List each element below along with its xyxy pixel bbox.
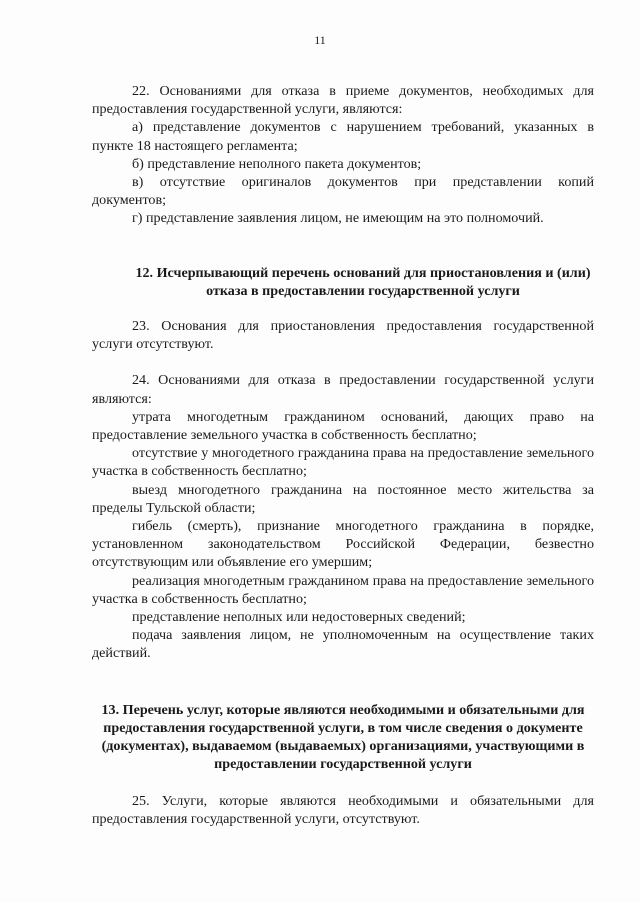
section-24-item-1: утрата многодетным гражданином оснований, дающих право на предоставление земельного участка в собственность бесплатно; — [92, 408, 594, 444]
section-24-item-5: реализация многодетным гражданином права на предоставление земельного участка в собственность бесплатно; — [92, 572, 594, 607]
section-25: 25. Услуги, которые являются необходимыми и обязательными для предоставления государственной услуги, отсутствуют. — [92, 792, 594, 827]
section-22-item-b: б) представление неполного пакета документов; — [132, 155, 422, 172]
section-24-item-4: гибель (смерть), признание многодетного гражданина в порядке, установленном законодательством Российской Федерации, безвестно отсутствующим или объявление его умершим; — [92, 518, 594, 571]
section-24-item-7: подача заявления лицом, не уполномоченным на осуществление таких действий. — [92, 627, 594, 662]
section-24-intro: 24. Основаниями для отказа в предоставлении государственной услуги являются: — [92, 372, 594, 407]
heading-section-12: 12. Исчерпывающий перечень оснований для приостановления и (или) отказа в предоставлении государственной услуги — [135, 264, 591, 299]
section-24-item-6: представление неполных или недостоверных сведений; — [132, 609, 466, 626]
section-24-item-3: выезд многодетного гражданина на постоянное место жительства за пределы Тульской области; — [92, 481, 594, 516]
section-22-item-a: а) представление документов с нарушением требований, указанных в пункте 18 настоящего регламента; — [92, 119, 594, 154]
section-22-item-d: г) представление заявления лицом, не имеющим на это полномочий. — [132, 210, 544, 227]
section-23: 23. Основания для приостановления предоставления государственной услуги отсутствуют. — [92, 318, 594, 353]
section-22-item-c: в) отсутствие оригиналов документов при представлении копий документов; — [92, 174, 594, 209]
heading-section-13: 13. Перечень услуг, которые являются необходимыми и обязательными для предоставления государственной услуги, в том числе сведения о документе (документах), выдаваемом (выдаваемых) организациями, участвующими в предоставлении государственной услуги — [101, 701, 585, 773]
section-24-item-2: отсутствие у многодетного гражданина права на предоставление земельного участка в собственность бесплатно; — [92, 445, 594, 480]
section-22-intro: 22. Основаниями для отказа в приеме документов, необходимых для предоставления государственной услуги, являются: — [92, 83, 594, 118]
page-number: 11 — [314, 33, 326, 47]
document-body — [92, 82, 594, 828]
